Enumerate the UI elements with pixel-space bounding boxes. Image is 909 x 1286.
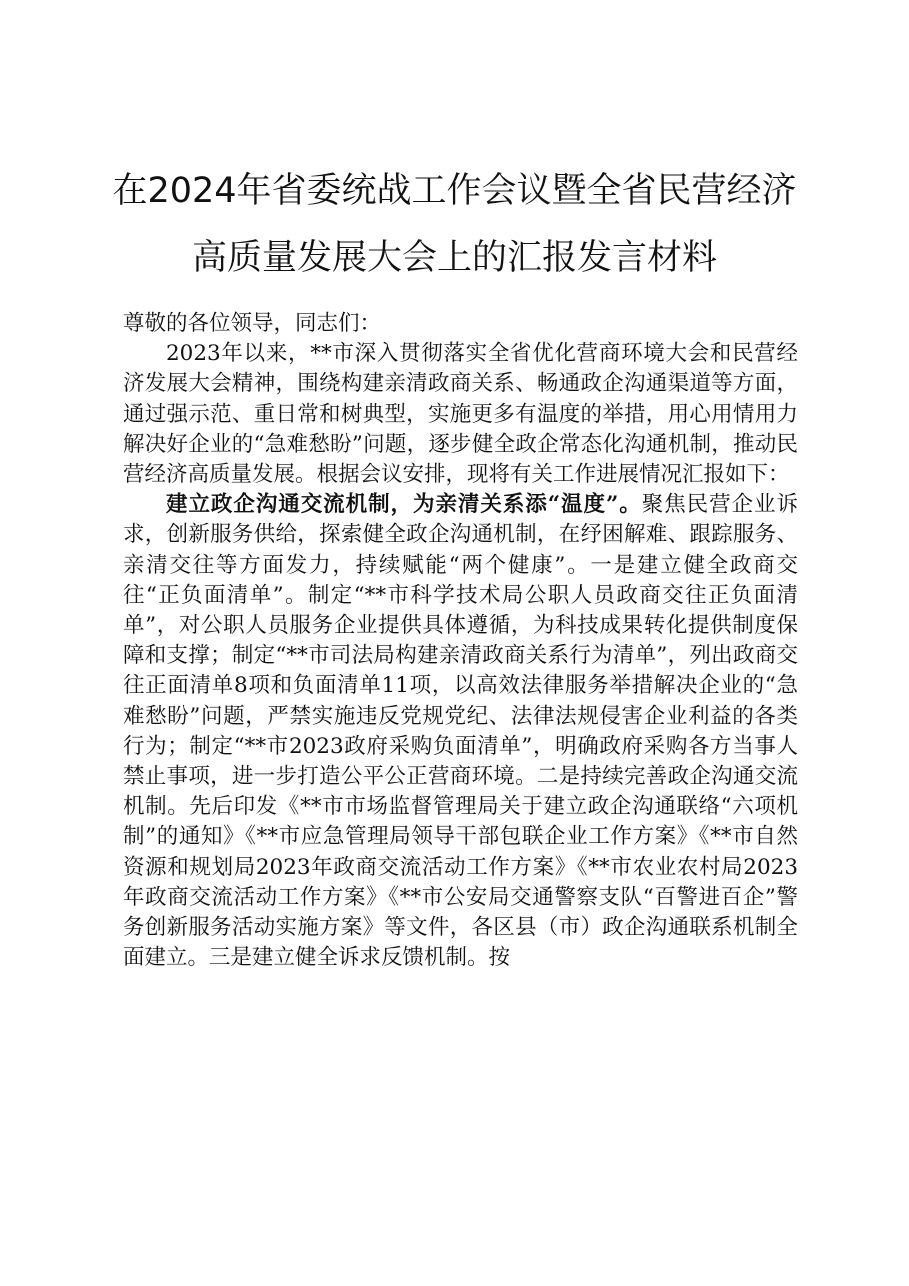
- document-title-line-2: 高质量发展大会上的汇报发言材料: [191, 238, 717, 278]
- section-body: 聚焦民营企业诉求，创新服务供给，探索健全政企沟通机制，在纾困解难、跟踪服务、亲清交往等方面发力，持续赋能“两个健康”。一是建立健全政商交往“正负面清单”。制定“**市科学技术局公职人员政商交往正负面清单”，对公职人员服务企业提供具体遵循，为科技成果转化提供制度保障和支撑；制定“**市司法局构建亲清政商关系行为清单”，列出政商交往正面清单8项和负面清单11项，以高效法律服务举措解决企业的“急难愁盼”问题，严禁实施违反党规党纪、法律法规侵害企业利益的各类行为；制定“**市2023政府采购负面清单”，明确政府采购各方当事人禁止事项，进一步打造公平公正营商环境。二是持续完善政企沟通交流机制。先后印发《**市市场监督管理局关于建立政企沟通联络“六项机制”的通知》《**市应急管理局领导干部包联企业工作方案》《**市自然资源和规划局2023年政商交流活动工作方案》《**市农业农村局2023年政商交流活动工作方案》《**市公安局交通警察支队“百警进百企”警务创新服务活动实施方案》等文件，各区县（市）政企沟通联系机制全面建立。三是建立健全诉求反馈机制。按: [123, 492, 798, 971]
- document-title-line-1: 在2024年省委统战工作会议暨全省民营经济: [112, 171, 797, 211]
- salutation: 尊敬的各位领导，同志们：: [123, 311, 382, 336]
- paragraph-section-1: [123, 490, 798, 973]
- section-heading: 建立政企沟通交流机制，为亲清关系添“温度”。: [166, 492, 642, 518]
- paragraph-intro: 2023年以来，**市深入贯彻落实全省优化营商环境大会和民营经济发展大会精神，围绕构建亲清政商关系、畅通政企沟通渠道等方面，通过强示范、重日常和树典型，实施更多有温度的举措，用心用情用力解决好企业的“急难愁盼”问题，逐步健全政企常态化沟通机制，推动民营经济高质量发展。根据会议安排，现将有关工作进展情况汇报如下：: [123, 341, 798, 488]
- document-body: [123, 309, 798, 973]
